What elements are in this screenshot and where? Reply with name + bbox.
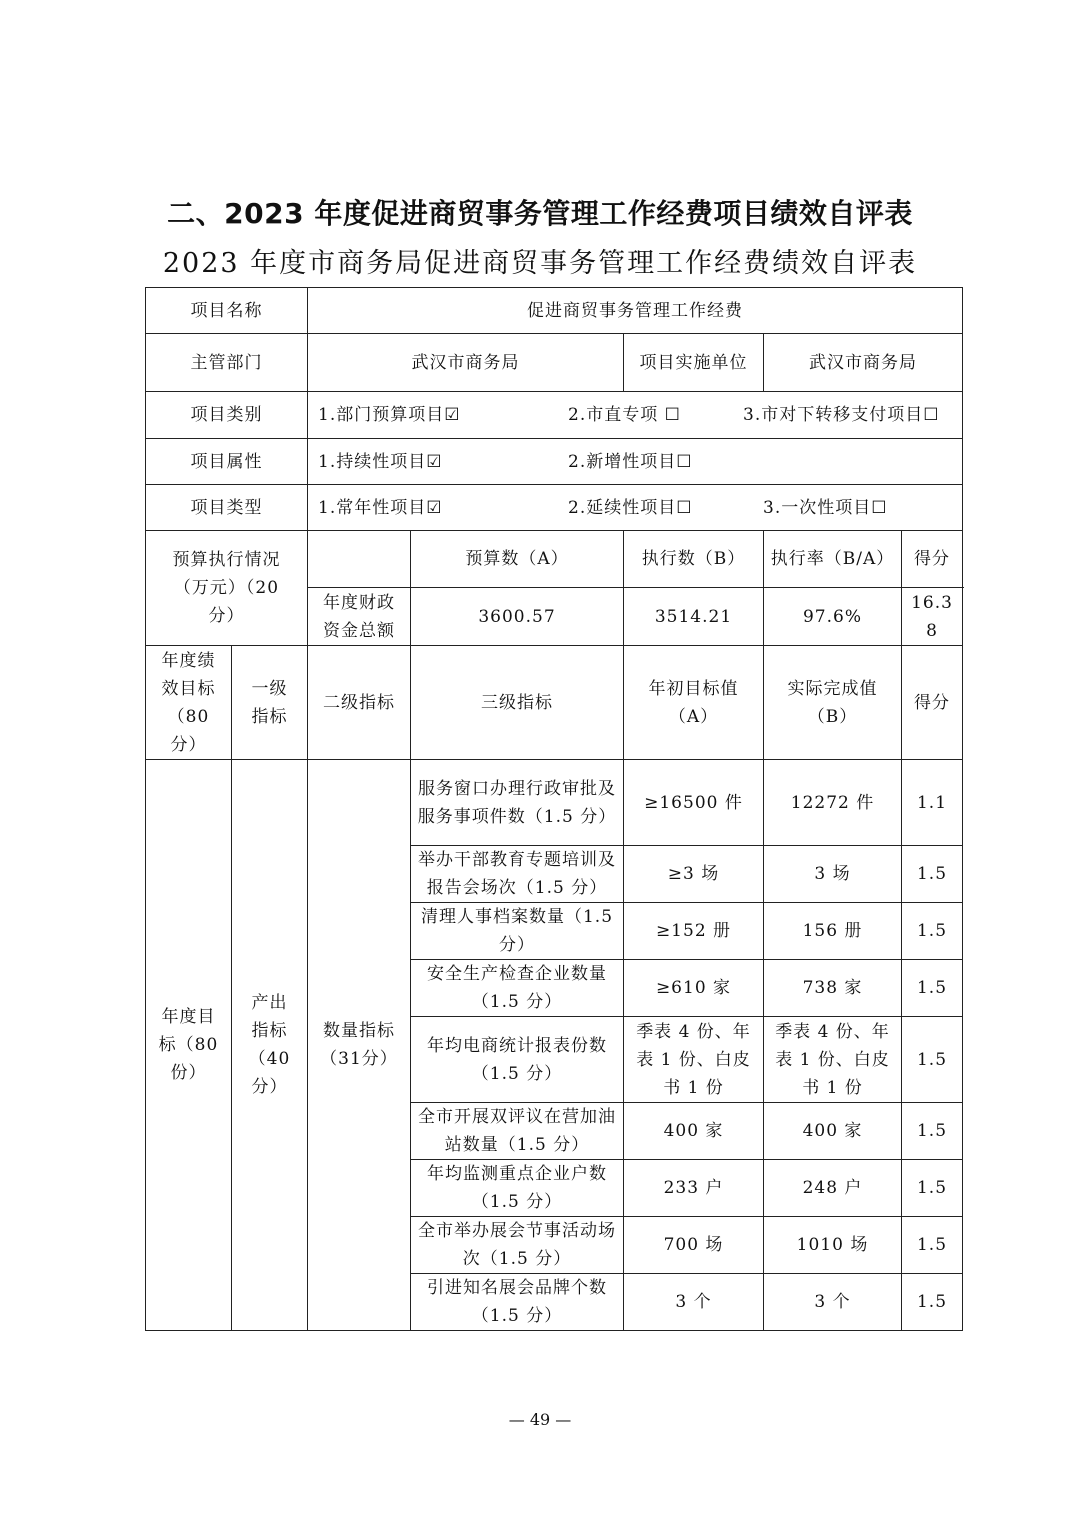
score-cell: 1.1 [902,760,963,846]
rate-value: 97.6% [764,588,902,646]
row-type [146,485,963,531]
perf-header-level3: 三级指标 [411,646,624,760]
target-cell: 700 场 [624,1217,764,1274]
exec-value: 3514.21 [624,588,764,646]
score-cell: 1.5 [902,1017,963,1103]
actual-cell: 1010 场 [764,1217,902,1274]
budget-col-budget: 预算数（A） [411,531,624,588]
target-cell: 季表 4 份、年表 1 份、白皮书 1 份 [624,1017,764,1103]
score-cell: 1.5 [902,1274,963,1331]
actual-cell: 156 册 [764,903,902,960]
perf-header-goal: 年度绩效目标（80 分） [146,646,232,760]
budget-col-score: 得分 [902,531,963,588]
perf-header-score: 得分 [902,646,963,760]
attribute-option-2: 2.新增性项目☐ [568,451,693,472]
target-cell: ≥610 家 [624,960,764,1017]
attribute-options [308,439,963,485]
target-cell: 3 个 [624,1274,764,1331]
row-project-name [146,288,963,334]
indicator-cell: 举办干部教育专题培训及报告会场次（1.5 分） [411,846,624,903]
project-name-label: 项目名称 [146,288,308,334]
performance-table [145,287,963,1331]
category-label: 项目类别 [146,392,308,439]
category-options [308,392,963,439]
indicator-cell: 全市开展双评议在营加油站数量（1.5 分） [411,1103,624,1160]
perf-header-level1: 一级指标 [232,646,308,760]
page-heading: 二、2023 年度促进商贸事务管理工作经费项目绩效自评表 [167,197,913,230]
score-value: 16.38 [902,588,963,646]
score-cell: 1.5 [902,960,963,1017]
indicator-cell: 引进知名展会品牌个数（1.5 分） [411,1274,624,1331]
type-option-2: 2.延续性项目☐ [568,497,693,518]
actual-cell: 3 个 [764,1274,902,1331]
row-budget-header [146,531,963,588]
impl-unit-value: 武汉市商务局 [764,334,963,392]
budget-label: 预算执行情况（万元）（20 分） [146,531,308,646]
row-department [146,334,963,392]
category-option-1: 1.部门预算项目☑ [318,405,461,425]
score-cell: 1.5 [902,903,963,960]
type-options [308,485,963,531]
score-cell: 1.5 [902,846,963,903]
actual-cell: 季表 4 份、年表 1 份、白皮书 1 份 [764,1017,902,1103]
attribute-option-1: 1.持续性项目☑ [318,451,443,472]
actual-cell: 738 家 [764,960,902,1017]
budget-col-exec: 执行数（B） [624,531,764,588]
row-category [146,392,963,439]
attribute-label: 项目属性 [146,439,308,485]
actual-cell: 248 户 [764,1160,902,1217]
impl-unit-label: 项目实施单位 [624,334,764,392]
type-option-1: 1.常年性项目☑ [318,497,443,518]
category-option-3: 3.市对下转移支付项目☐ [743,405,940,425]
page-number: — 49 — [508,1410,572,1429]
dept-value: 武汉市商务局 [308,334,624,392]
actual-cell: 400 家 [764,1103,902,1160]
actual-cell: 12272 件 [764,760,902,846]
indicator-cell: 安全生产检查企业数量（1.5 分） [411,960,624,1017]
project-name-value: 促进商贸事务管理工作经费 [308,288,963,334]
budget-empty-cell [308,531,411,588]
actual-cell: 3 场 [764,846,902,903]
score-cell: 1.5 [902,1160,963,1217]
perf-header-target: 年初目标值（A） [624,646,764,760]
row-perf-header [146,646,963,760]
perf-level1: 产出指标（40 分） [232,760,308,1331]
row-attribute [146,439,963,485]
score-cell: 1.5 [902,1103,963,1160]
perf-level2: 数量指标（31分） [308,760,411,1331]
table-row [146,760,963,846]
score-cell: 1.5 [902,1217,963,1274]
indicator-cell: 年均监测重点企业户数（1.5 分） [411,1160,624,1217]
indicator-cell: 服务窗口办理行政审批及服务事项件数（1.5 分） [411,760,624,846]
target-cell: 233 户 [624,1160,764,1217]
budget-row-label: 年度财政资金总额 [308,588,411,646]
type-option-3: 3.一次性项目☐ [763,497,888,518]
category-option-2: 2.市直专项 ☐ [568,405,681,425]
budget-value: 3600.57 [411,588,624,646]
target-cell: ≥3 场 [624,846,764,903]
target-cell: 400 家 [624,1103,764,1160]
budget-col-rate: 执行率（B/A） [764,531,902,588]
target-cell: ≥16500 件 [624,760,764,846]
table-title: 2023 年度市商务局促进商贸事务管理工作经费绩效自评表 [162,248,918,279]
perf-header-actual: 实际完成值（B） [764,646,902,760]
dept-label: 主管部门 [146,334,308,392]
indicator-cell: 年均电商统计报表份数（1.5 分） [411,1017,624,1103]
type-label: 项目类型 [146,485,308,531]
perf-goal: 年度目标（80 份） [146,760,232,1331]
indicator-cell: 清理人事档案数量（1.5 分） [411,903,624,960]
perf-header-level2: 二级指标 [308,646,411,760]
target-cell: ≥152 册 [624,903,764,960]
indicator-cell: 全市举办展会节事活动场次（1.5 分） [411,1217,624,1274]
